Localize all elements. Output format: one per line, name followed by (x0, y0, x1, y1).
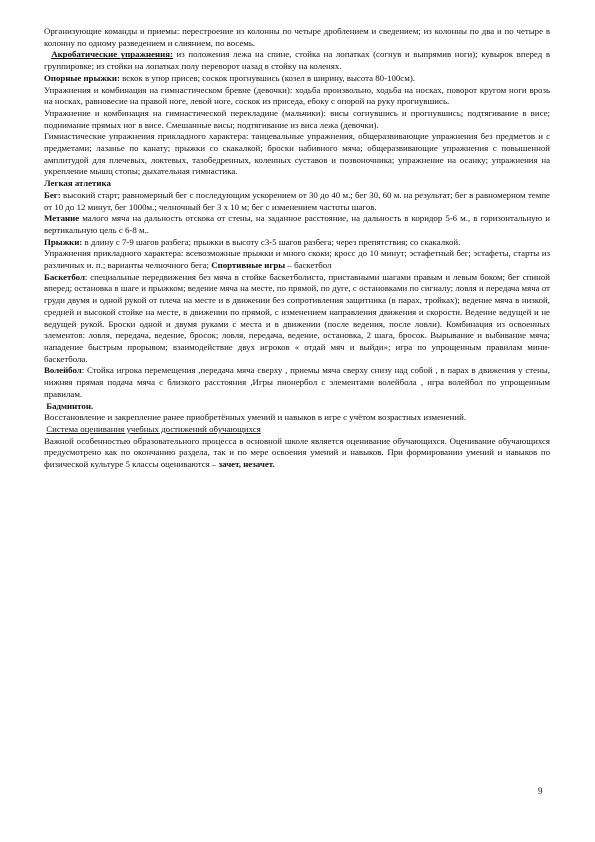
basketball-text: : специальные передвижения без мяча в стойке баскетболиста, приставными шагами правым и левым боком; бег спиной вперед; остановка в шаге и прыжком; ведение мяча на месте, по прямой, по дуге, с остановками по сигналу; ловля и передача мяча от груди двумя и одной рукой от плеча на месте и в движении без сопротивления защитника (в парах, тройках); ведение мяча в низкой, средней и высокой стойке на месте, в движении по прямой, с изменением направления движения и скорости. Ведение ведущей и не ведущей рукой. Броски одной и двумя руками с места и в движении (после ведения, после ловли). Комбинация из освоенных элементов: ловля, передача, ведение, бросок; ловля, передача, ведение, остановка, 2 шага, бросок. Вырывание и выбивание мяча; нападение быстрым прорывом; взаимодействие двух игроков « отдай мяч и выйди»; игра по упрощенным правилам мини-баскетбола. (44, 271, 550, 364)
paragraph-jumps (44, 237, 550, 249)
paragraph-assessment-heading (44, 424, 550, 436)
sports-games-heading: Спортивные игры (211, 260, 286, 271)
athletics-heading: Легкая атлетика (44, 178, 111, 189)
paragraph-badminton (44, 401, 550, 413)
paragraph-balance-beam: Упражнения и комбинация на гимнастическом бревне (девочки): ходьба произвольно, ходьба на носках, поворот кругом ноги врозь на носках, равновесие на правой ноге, левой ноге, соскок из приседа, ебоку с опорой на руку прогнувшись. (44, 84, 550, 107)
paragraph-acrobatics (44, 49, 550, 72)
volleyball-heading: Волейбол (44, 365, 82, 376)
basketball-heading: Баскетбол (44, 271, 85, 282)
paragraph-volleyball (44, 365, 550, 400)
sports-games-tail: – баскетбол (285, 260, 332, 271)
paragraph-applied-athletics (44, 248, 550, 271)
vaults-heading: Опорные прыжки: (44, 72, 120, 83)
throwing-text: малого мяча на дальность отскока от стены, на заданное расстояние, на дальность в коридор 5-6 м., в горизонтальную и вертикальную цель с 6-8 м.. (44, 213, 550, 235)
assessment-text: Важной особенностью образовательного процесса в основной школе является оценивание обучающихся. Оценивание обучающихся предусмотрено как по окончанию раздела, так и по мере освоения умений и навыков. При формировании умений и навыков по физической культуре 5 классы оцениваются – (44, 435, 550, 470)
vaults-text: вскок в упор присев; соскок прогнувшись (козел в ширину, высота 80-100см). (119, 72, 415, 83)
paragraph-throwing (44, 213, 550, 236)
paragraph-running (44, 190, 550, 213)
paragraph-skills-restoration: Восстановление и закрепление ранее приобретённых умений и навыков в игре с учётом возрастных изменений. (44, 412, 467, 423)
paragraph-athletics-heading (44, 178, 550, 190)
jumps-heading: Прыжки: (44, 236, 83, 247)
paragraph-basketball (44, 272, 550, 366)
paragraph-assessment (44, 436, 550, 471)
throwing-heading: Метание (44, 213, 80, 224)
assessment-heading: Система оценивания учебных достижений обучающихся (46, 423, 261, 434)
acrobatics-text: из положения лежа на спине, стойка на лопатках (согнув и выпрямив ноги); кувырок вперед в группировке; из стойки на лопатках полу переворот назад в стойку на коленях. (44, 49, 550, 72)
page-number: 9 (538, 786, 543, 796)
paragraph-vaults (44, 73, 550, 85)
paragraph-applied-gymnastics: Гимнастические упражнения прикладного характера: танцевальные упражнения, общеразвивающие упражнения без предметов и с предметами; лазанье по канату; прыжки со скакалкой; броски набивного мяча; общеразвивающие упражнения с повышенной амплитудой для плечевых, локтевых, тазобедренных, коленных суставов и позвоночника; упражнение на осанку; упражнения на укрепление мышц стопы; дыхательная гимнастика. (44, 131, 550, 177)
volleyball-text: : Стойка игрока перемещения ,передача мяча сверху , приемы мяча сверху снизу над собой , в парах в движения у стены, нижняя прямая подача мяча с близкого расстояния ,Игры пионербол с элементами волейбола , игра волейбол по упрощенным правилам. (44, 365, 550, 399)
assessment-result: зачет, незачет. (218, 459, 275, 470)
applied-athletics-text: Упражнения прикладного характера: всевозможные прыжки и много скоки; кросс до 10 минут; эстафетный бег; эстафеты, старты из различных и. п.; варианты челночного бега; (44, 248, 550, 271)
running-text: высокий старт; равномерный бег с последующим ускорением от 30 до 40 м.; бег 30, 60 м. на результат; бег в равномерном темпе от 10 до 12 минут, бег 1000м.; челночный бег 3 х 10 м; бег с изменением частоты шагов. (44, 189, 550, 212)
running-heading: Бег: (44, 189, 61, 200)
document-body (44, 26, 550, 471)
jumps-text: в длину с 7-9 шагов разбега; прыжки в высоту с3-5 шагов разбега; через препятствия; со скакалкой. (82, 236, 461, 247)
acrobatics-heading: Акробатические упражнения: (51, 49, 173, 60)
paragraph-organizing-commands: Организующие команды и приемы: перестроение из колонны по четыре дроблением и сведением; из колонны по два и по четыре в колонну по одному разведением и слиянием, по восемь. (44, 26, 550, 48)
paragraph-horizontal-bar: Упражнение и комбинация на гимнастической перекладине (мальчики): висы согнувшись и прогнувшись; подтягивание в висе; поднимание прямых ног в висе. Смешанные висы; подтягивание из виса лежа (девочки). (44, 107, 550, 130)
badminton-heading: Бадминтон. (46, 400, 94, 411)
